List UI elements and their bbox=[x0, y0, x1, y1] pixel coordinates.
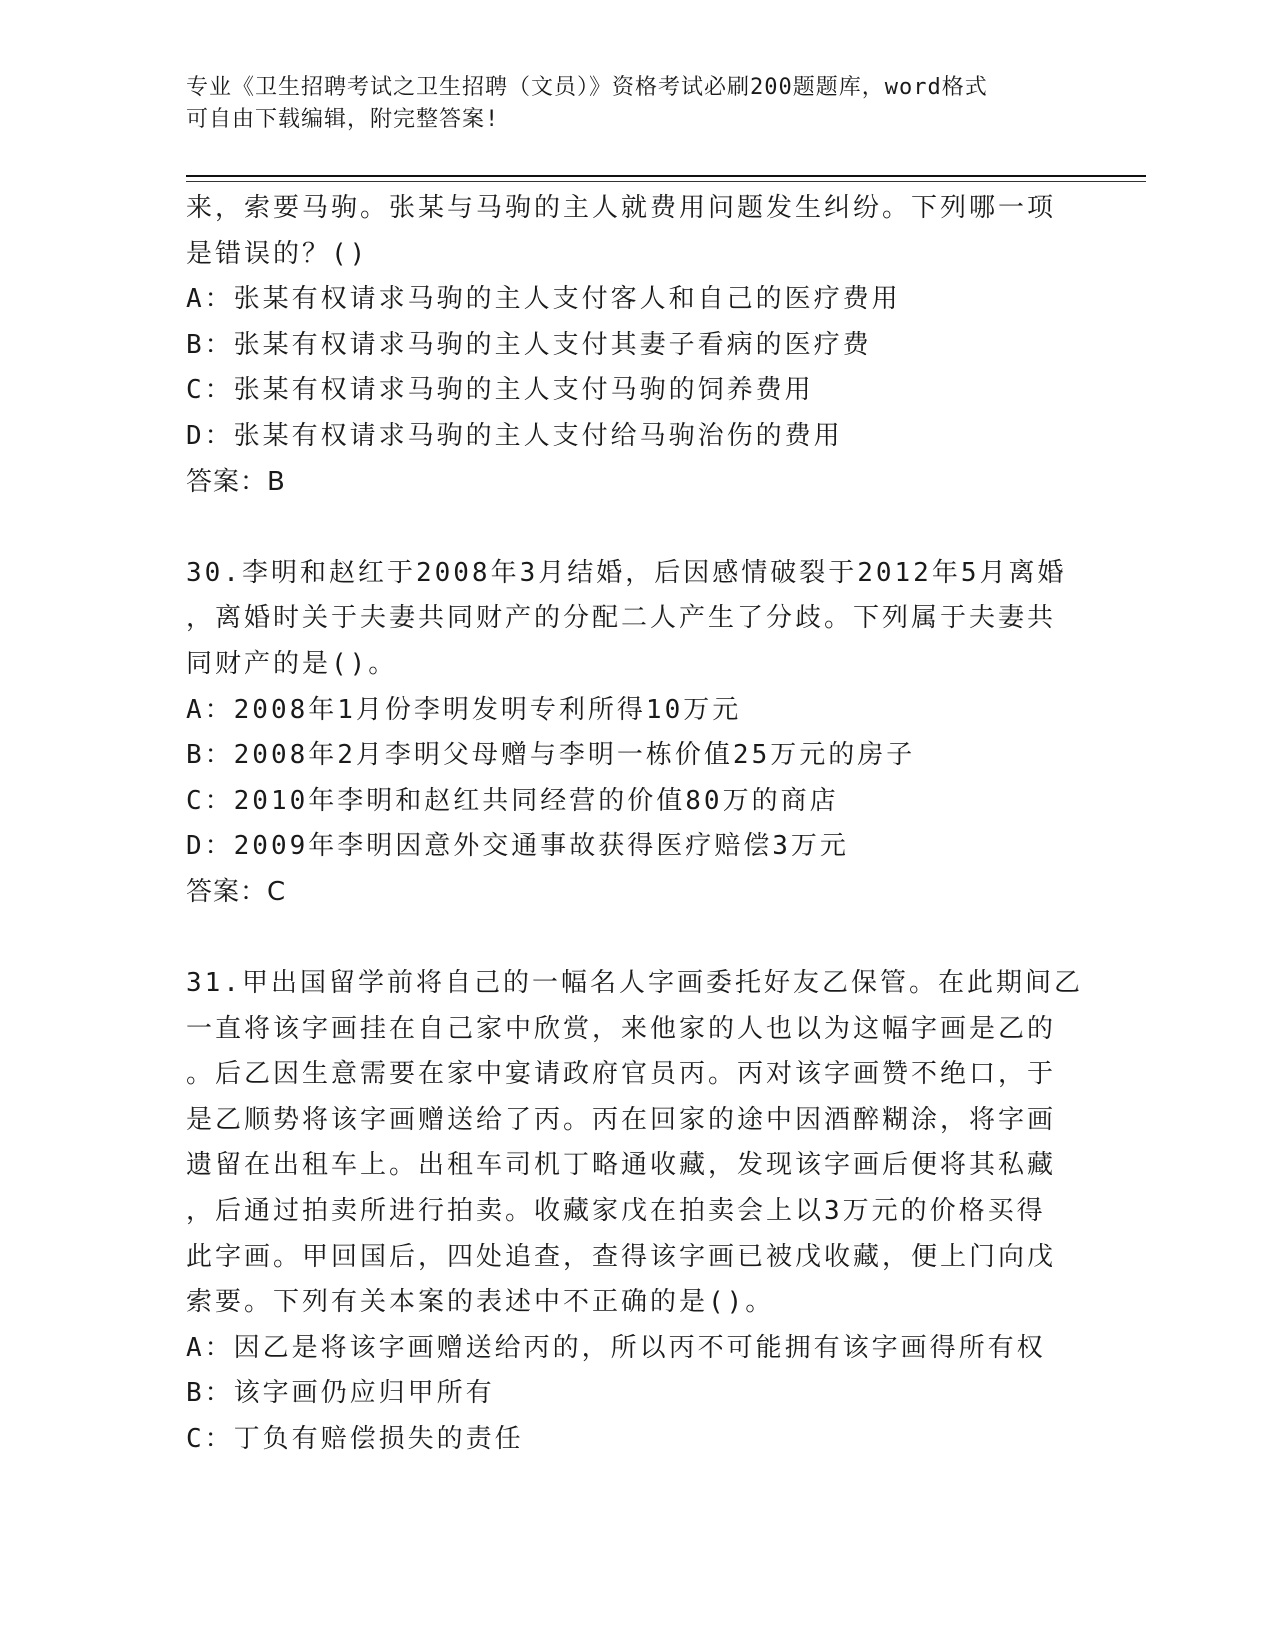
question-stem-line: 同财产的是()。 bbox=[186, 648, 398, 679]
question-stem-line: 遗留在出租车上。出租车司机丁略通收藏，发现该字画后便将其私藏 bbox=[186, 1150, 1057, 1181]
question-stem-line: 索要。下列有关本案的表述中不正确的是()。 bbox=[186, 1287, 775, 1318]
option-d: D：2009年李明因意外交通事故获得医疗赔偿3万元 bbox=[186, 831, 849, 862]
option-b: B：张某有权请求马驹的主人支付其妻子看病的医疗费 bbox=[186, 329, 872, 360]
question-29 bbox=[186, 186, 1076, 505]
option-a: A：2008年1月份李明发明专利所得10万元 bbox=[186, 694, 742, 725]
option-b: B：该字画仍应归甲所有 bbox=[186, 1378, 495, 1409]
header-line-1: 专业《卫生招聘考试之卫生招聘（文员）》资格考试必刷200题题库，word格式 bbox=[186, 75, 988, 100]
header-divider-thick bbox=[186, 175, 1146, 177]
document-header bbox=[186, 72, 1086, 136]
question-stem-line: 是乙顺势将该字画赠送给了丙。丙在回家的途中因酒醉糊涂，将字画 bbox=[186, 1104, 1057, 1135]
header-line-2: 可自由下载编辑，附完整答案! bbox=[186, 107, 500, 132]
document-body bbox=[186, 186, 1083, 1463]
question-stem-line: ，离婚时关于夫妻共同财产的分配二人产生了分歧。下列属于夫妻共 bbox=[186, 603, 1057, 634]
question-stem-line: 是错误的？() bbox=[186, 238, 369, 269]
question-stem-line: 31.甲出国留学前将自己的一幅名人字画委托好友乙保管。在此期间乙 bbox=[186, 968, 1083, 999]
question-stem-line: 。后乙因生意需要在家中宴请政府官员丙。丙对该字画赞不绝口，于 bbox=[186, 1059, 1057, 1090]
header-divider-thin bbox=[186, 181, 1146, 182]
option-b: B：2008年2月李明父母赠与李明一栋价值25万元的房子 bbox=[186, 740, 916, 771]
question-30 bbox=[186, 551, 1076, 916]
option-a: A：张某有权请求马驹的主人支付客人和自己的医疗费用 bbox=[186, 284, 901, 315]
question-stem-line: 此字画。甲回国后，四处追查，查得该字画已被戊收藏，便上门向戊 bbox=[186, 1241, 1057, 1272]
question-stem-line: 30.李明和赵红于2008年3月结婚，后因感情破裂于2012年5月离婚 bbox=[186, 557, 1067, 588]
question-stem-line: ，后通过拍卖所进行拍卖。收藏家戊在拍卖会上以3万元的价格买得 bbox=[186, 1196, 1046, 1227]
question-stem-line: 一直将该字画挂在自己家中欣赏，来他家的人也以为这幅字画是乙的 bbox=[186, 1013, 1057, 1044]
option-c: C：丁负有赔偿损失的责任 bbox=[186, 1424, 524, 1455]
option-d: D：张某有权请求马驹的主人支付给马驹治伤的费用 bbox=[186, 420, 843, 451]
answer-line: 答案：C bbox=[186, 876, 287, 907]
spacer bbox=[186, 505, 1076, 551]
answer-line: 答案：B bbox=[186, 466, 286, 497]
spacer bbox=[186, 916, 1076, 962]
option-c: C：张某有权请求马驹的主人支付马驹的饲养费用 bbox=[186, 375, 814, 406]
option-c: C：2010年李明和赵红共同经营的价值80万的商店 bbox=[186, 785, 839, 816]
question-31 bbox=[186, 961, 1083, 1463]
question-stem-line: 来，索要马驹。张某与马驹的主人就费用问题发生纠纷。下列哪一项 bbox=[186, 193, 1057, 223]
option-a: A：因乙是将该字画赠送给丙的，所以丙不可能拥有该字画得所有权 bbox=[186, 1332, 1046, 1363]
